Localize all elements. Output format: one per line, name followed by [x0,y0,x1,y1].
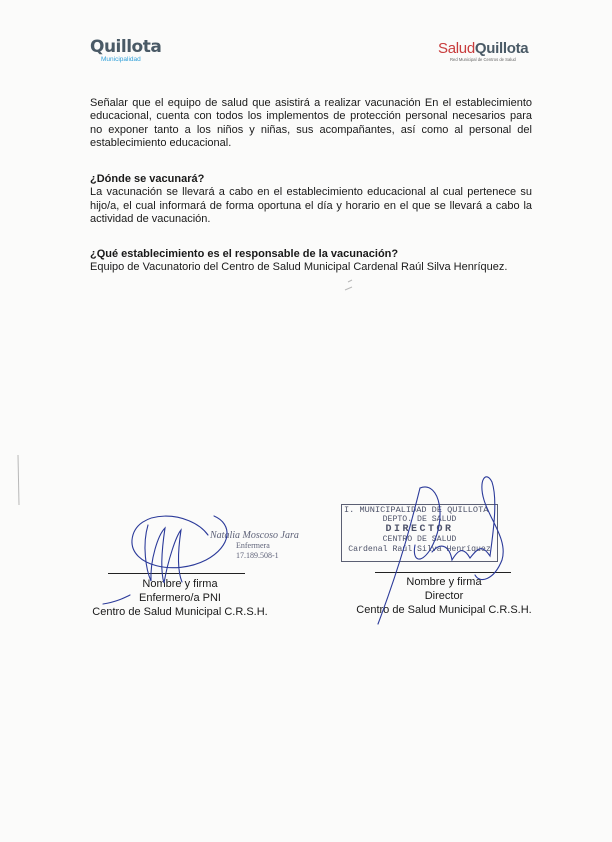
right-sig-line2: Director [424,590,464,602]
stamp-line-3: DIRECTOR [385,524,454,535]
salud-logo-part2: Quillota [474,40,529,57]
section-where-answer: La vacunación se llevará a cabo en el establecimiento educacional al cual pertenece su hijo/a, el cual informará de forma oportuna el día y horario en el que se llevará a cabo la actividad de vacunación. [90,186,532,226]
stamp-line-2: DEPTO. DE SALUD [382,515,457,524]
stamp-line-5: Cardenal Raúl Silva Henríquez [348,545,491,554]
salud-logo-subtitle: Red Municipal de Centros de Salud [450,57,516,62]
salud-logo-part1: Salud [438,40,475,57]
logo-name: Quillota [90,37,162,57]
left-sig-line2: Enfermero/a PNI [139,592,221,604]
nurse-id: 17.189.508-1 [236,551,279,560]
director-signature [378,477,503,624]
stamp-line-4: CENTRO DE SALUD [382,535,457,544]
right-sig-line1: Nombre y firma [406,576,482,588]
left-sig-line3: Centro de Salud Municipal C.R.S.H. [92,606,268,618]
section-responsible-question: ¿Qué establecimiento es el responsable de la vacunación? [90,248,399,260]
logo-subtitle: Municipalidad [101,56,141,63]
left-sig-line1: Nombre y firma [142,578,218,590]
right-sig-line3: Centro de Salud Municipal C.R.S.H. [356,604,532,616]
nurse-signature [103,516,227,604]
nurse-name: Natalia Moscoso Jara [210,530,299,541]
margin-marks [18,280,352,505]
section-responsible-answer: Equipo de Vacunatorio del Centro de Salud Municipal Cardenal Raúl Silva Henríquez. [90,261,508,274]
nurse-role: Enfermera [236,541,270,550]
stamp-line-1: I. MUNICIPALIDAD DE QUILLOTA [344,505,489,515]
section-where-question: ¿Dónde se vacunará? [90,173,205,185]
intro-paragraph: Señalar que el equipo de salud que asistirá a realizar vacunación En el establecimiento educacional, cuenta con todos los implementos de protección personal necesarios para no exponer tanto a los niños y niñas, sus acompañantes, así como al personal del establecimiento educacional. [90,97,532,150]
